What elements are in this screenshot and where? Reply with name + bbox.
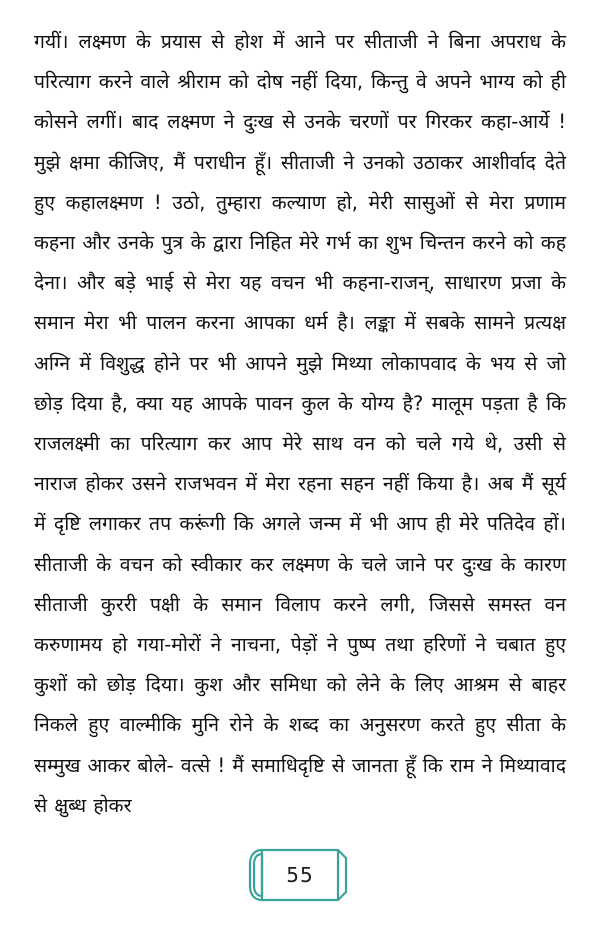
- body-paragraph: गयीं। लक्ष्मण के प्रयास से होश में आने पर सीताजी ने बिना अपराध के परित्याग करने वाले श्रीराम को दोष नहीं दिया, किन्तु वे अपने भाग्य को ही कोसने लगीं। बाद लक्ष्मण ने दुःख से उनके चरणों पर गिरकर कहा-आर्ये ! मुझे क्षमा कीजिए, मैं पराधीन हूँ। सीताजी ने उनको उठाकर आशीर्वाद देते हुए कहालक्ष्मण ! उठो, तुम्हारा कल्याण हो, मेरी सासुओं से मेरा प्रणाम कहना और उनके पुत्र के द्वारा निहित मेरे गर्भ का शुभ चिन्तन करने को कह देना। और बड़े भाई से मेरा यह वचन भी कहना-राजन्, साधारण प्रजा के समान मेरा भी पालन करना आपका धर्म है। लङ्का में सबके सामने प्रत्यक्ष अग्नि में विशुद्ध होने पर भी आपने मुझे मिथ्या लोकापवाद के भय से जो छोड़ दिया है, क्या यह आपके पावन कुल के योग्य है? मालूम पड़ता है कि राजलक्ष्मी का परित्याग कर आप मेरे साथ वन को चले गये थे, उसी से नाराज होकर उसने राजभवन में मेरा रहना सहन नहीं किया है। अब मैं सूर्य में दृष्टि लगाकर तप करूंगी कि अगले जन्म में भी आप ही मेरे पतिदेव हों। सीताजी के वचन को स्वीकार कर लक्ष्मण के चले जाने पर दुःख के कारण सीताजी कुररी पक्षी के समान विलाप करने लगी, जिससे समस्त वन करुणामय हो गया-मोरों ने नाचना, पेड़ों ने पुष्प तथा हरिणों ने चबात हुए कुशों को छोड़ दिया। कुश और समिधा को लेने के लिए आश्रम से बाहर निकले हुए वाल्मीकि मुनि रोने के शब्द का अनुसरण करते हुए सीता के सम्मुख आकर बोले- वत्से ! मैं समाधिदृष्टि से जानता हूँ कि राम ने मिथ्यावाद से क्षुब्ध होकर: [34, 30, 566, 817]
- scroll-ornament-icon: [242, 844, 358, 906]
- page-body: [34, 22, 566, 826]
- page-number: 55: [286, 863, 314, 887]
- page-footer: [0, 844, 600, 906]
